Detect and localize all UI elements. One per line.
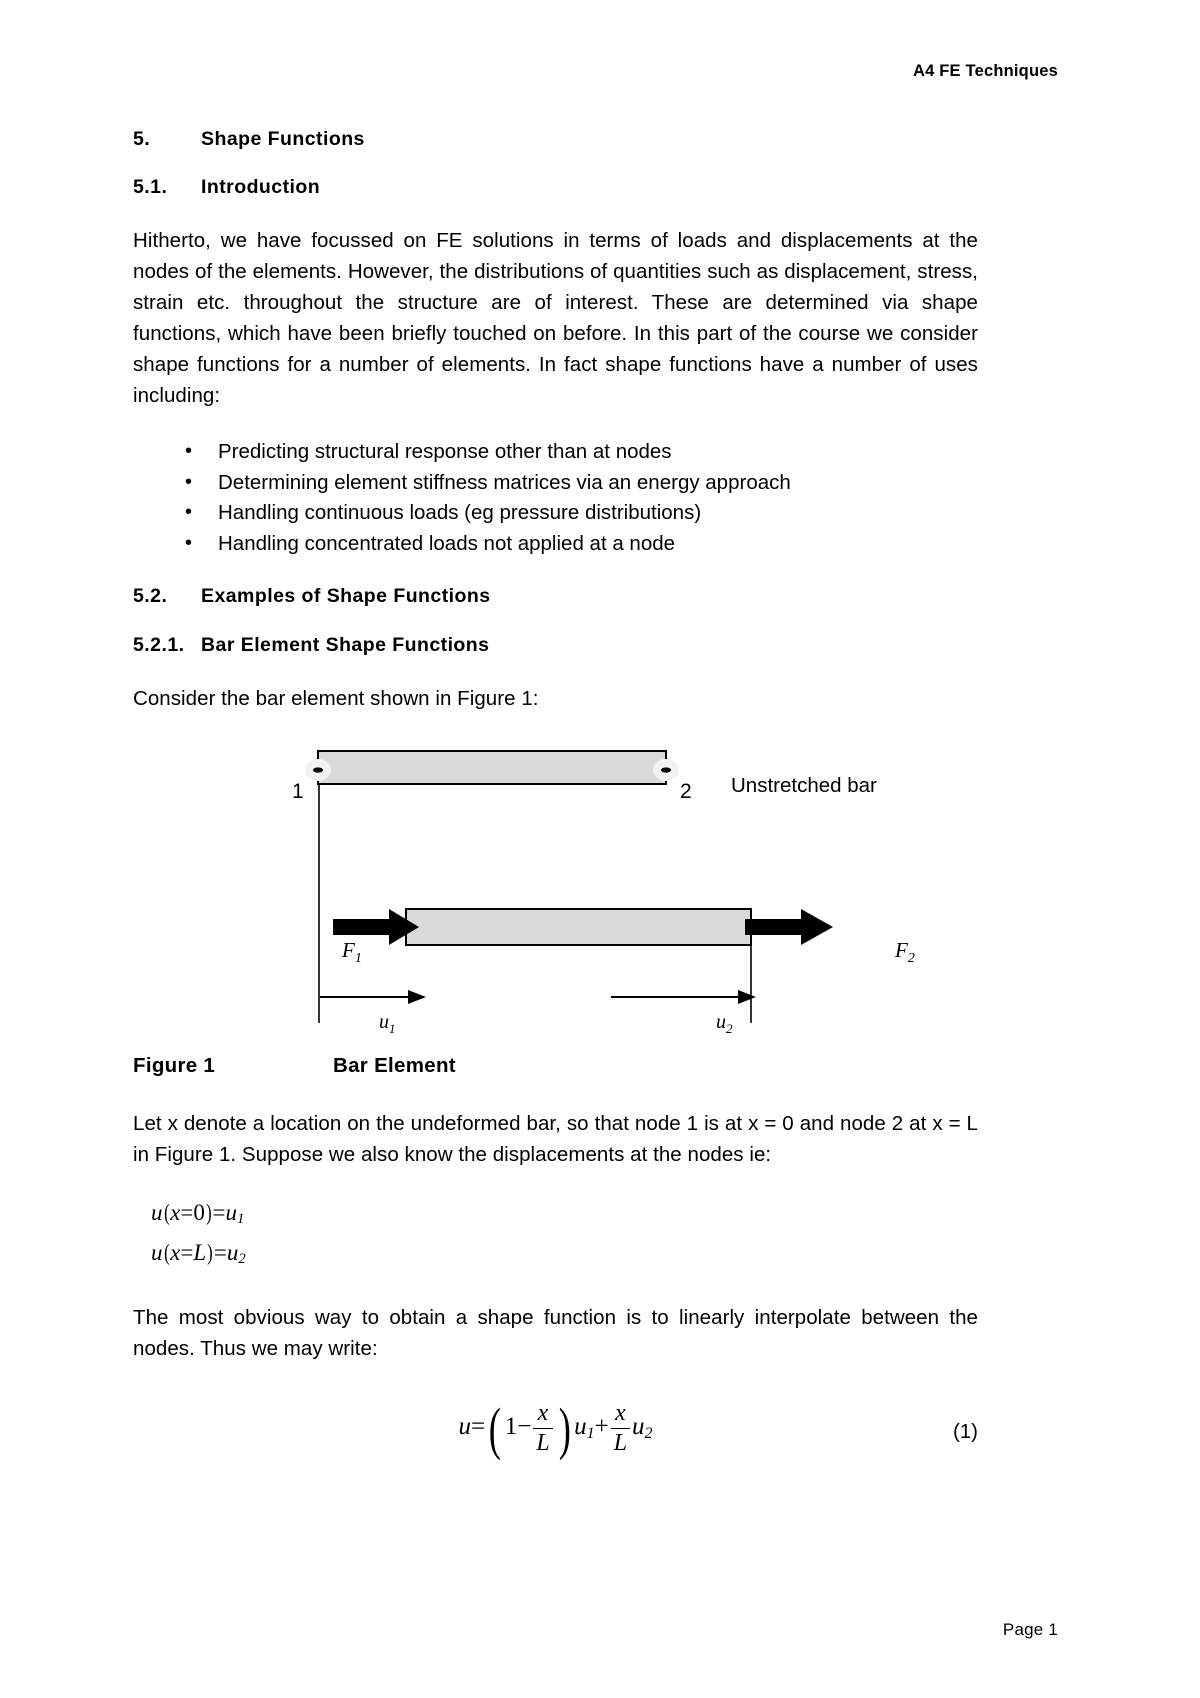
section-title: Examples of Shape Functions (201, 585, 491, 607)
eq1-fraction-1 (533, 1400, 552, 1457)
eq1-frac1-denominator: L (536, 1430, 550, 1457)
eq1-minus: − (517, 1413, 532, 1441)
equation-interpolation (133, 1396, 978, 1462)
section-title: Bar Element Shape Functions (201, 634, 490, 656)
node1-dot-icon (313, 767, 323, 772)
paragraph-let-x: Let x denote a location on the undeformed bar, so that node 1 is at x = 0 and node 2 at x = L in Figure 1. Suppose we also know the displacements at the nodes ie: (133, 1112, 978, 1166)
eq1-close-paren: ) (558, 1396, 571, 1462)
bc1-arg-eq: = (180, 1200, 194, 1225)
bc2-function: u (151, 1240, 163, 1266)
list-item: • Predicting structural response other than at nodes (185, 437, 978, 468)
eq1-plus: + (594, 1413, 609, 1441)
bc2-rhs-eq: = (213, 1240, 227, 1266)
bc1-rhs-var: u (225, 1200, 238, 1225)
section-number: 5. (133, 128, 151, 150)
section-number: 5.2. (133, 585, 168, 607)
section-number: 5.1. (133, 176, 168, 198)
section-heading-5 (133, 128, 978, 151)
bc1-rhs-sub: 1 (237, 1211, 245, 1228)
bc2-arg-eq: = (180, 1240, 194, 1266)
page-footer: Page 1 (1002, 1620, 1058, 1639)
eq1-one: 1 (504, 1413, 518, 1441)
displacement-u1-label: $u_1$ (379, 1011, 396, 1036)
force-f2-label: $F_2$ (895, 938, 915, 966)
list-item: • Determining element stiffness matrices via an energy approach (185, 468, 978, 499)
bc2-arg-val: L (193, 1240, 207, 1266)
stretched-bar-shape (406, 909, 751, 945)
boundary-condition-equations (151, 1196, 978, 1276)
figure-caption-title: Bar Element (333, 1054, 456, 1077)
node2-dot-icon (661, 767, 671, 772)
eq1-u1: u (574, 1413, 587, 1441)
document-content (133, 128, 978, 1466)
equation-bc2: $u(x=L)=u_2$ (151, 1240, 246, 1268)
bc1-function: u (151, 1200, 163, 1225)
unstretched-bar-shape (318, 751, 666, 784)
unstretched-bar-text: Unstretched bar (731, 774, 877, 797)
force-f1-label: $F_1$ (342, 938, 362, 966)
eq1-fraction-2 (611, 1400, 630, 1457)
bc1-rhs-eq: = (212, 1200, 226, 1225)
section-heading-5-2-1 (133, 634, 978, 657)
paragraph-intro-body: Hitherto, we have focussed on FE solutions in terms of loads and displacements at the nodes of the elements. However, the distributions of quantities such as displacement, stress, strain etc. throughout the structure are of interest. These are determined via shape functions, which have been briefly touched on before. In this part of the course we consider shape functions for a number of elements. In fact shape functions have a number of uses including: (133, 229, 978, 407)
list-item: • Handling continuous loads (eg pressure distributions) (185, 498, 978, 529)
uses-bullet-list (133, 437, 978, 559)
eq1-frac2-numerator: x (611, 1400, 630, 1429)
section-title: Shape Functions (201, 128, 365, 150)
section-heading-5-2 (133, 585, 978, 608)
paragraph-consider-bar: Consider the bar element shown in Figure 1: (133, 687, 539, 710)
bc1-arg-var: x (170, 1200, 181, 1225)
bc1-arg-val: 0 (193, 1200, 205, 1225)
node2-label: 2 (680, 780, 692, 803)
displacement-u2-arrow-icon (611, 990, 756, 1004)
displacement-u2-label: $u_2$ (716, 1011, 733, 1036)
node1-label: 1 (292, 780, 304, 803)
figure-caption-label: Figure 1 (133, 1054, 216, 1077)
bc2-rhs-var: u (226, 1240, 239, 1266)
section-number: 5.2.1. (133, 634, 185, 656)
list-item: • Handling concentrated loads not applied at a node (185, 529, 978, 560)
eq1-open-paren: ( (488, 1396, 501, 1462)
paragraph-most-obvious: The most obvious way to obtain a shape function is to linearly interpolate between the nodes. Thus we may write: (133, 1306, 978, 1361)
eq1-lhs: u (458, 1413, 472, 1441)
equation-1-number: (1) (952, 1420, 978, 1444)
equation-1-row (133, 1396, 978, 1466)
section-title: Introduction (201, 176, 321, 198)
force-f2-arrow-icon (745, 909, 833, 945)
eq1-frac2-denominator: L (613, 1430, 627, 1457)
eq1-frac1-numerator: x (533, 1400, 552, 1429)
bc2-arg-var: x (170, 1240, 181, 1266)
eq1-equals: = (471, 1413, 486, 1441)
displacement-u1-arrow-icon (320, 990, 426, 1004)
running-head: A4 FE Techniques (912, 62, 1058, 80)
bc2-rhs-sub: 2 (238, 1251, 246, 1268)
figure-caption (133, 1054, 978, 1078)
eq1-u1-sub: 1 (586, 1425, 595, 1443)
section-heading-5-1 (133, 176, 978, 199)
eq1-u2-sub: 2 (644, 1425, 653, 1443)
figure-bar-element (133, 740, 978, 1040)
eq1-u2: u (631, 1413, 645, 1441)
equation-bc1: $u(x=0)=u_1$ (151, 1200, 245, 1228)
